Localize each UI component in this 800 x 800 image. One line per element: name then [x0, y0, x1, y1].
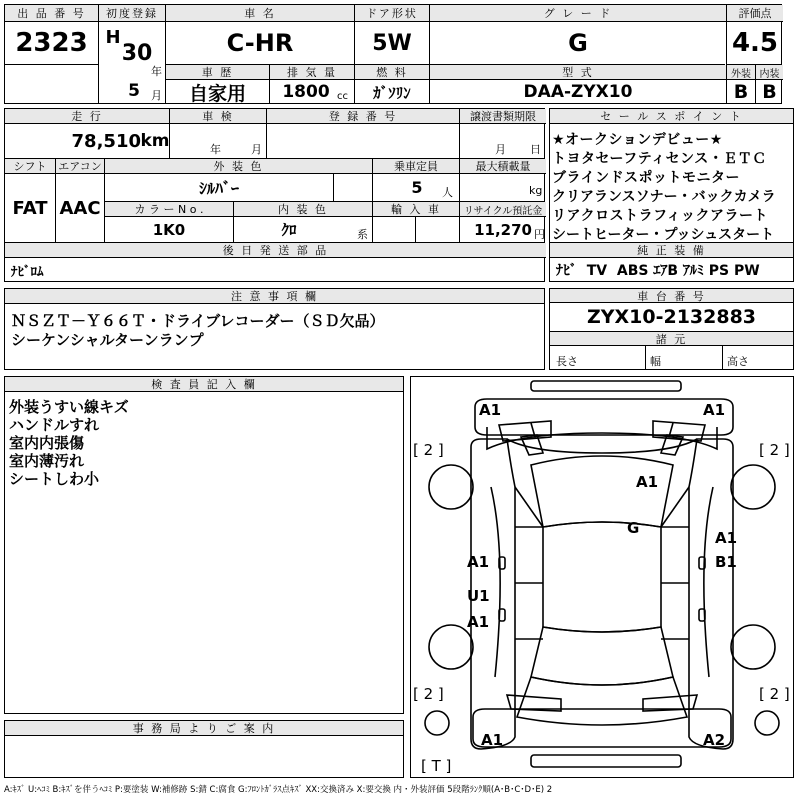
- sales-point-item: シートヒーター・プッシュスタート: [552, 227, 775, 243]
- shift-label: シフト: [5, 159, 55, 174]
- chassis-label: 車 台 番 号: [550, 289, 793, 303]
- lot-label: 出 品 番 号: [5, 5, 98, 22]
- sales-point-item: クリアランスソナー・バックカメラ: [552, 189, 776, 205]
- damage-rear-side-left: [ 2 ]: [413, 685, 444, 703]
- later-parts-label: 後 日 発 送 部 品: [5, 243, 546, 258]
- exterior-value: B: [733, 81, 749, 103]
- width-label: 幅: [650, 355, 661, 368]
- mileage-value: 78,510: [71, 130, 141, 152]
- color-value: ｼﾙﾊﾞｰ: [198, 179, 239, 198]
- office-block: [4, 720, 404, 778]
- inspector-line: 室内内張傷: [9, 434, 85, 452]
- equipment-label: 純 正 装 備: [550, 243, 793, 258]
- inspector-line: シートしわ小: [9, 470, 100, 488]
- history-label: 車 歴: [166, 65, 269, 80]
- damage-trunk: [ T ]: [421, 757, 452, 775]
- inspection-year-unit: 年: [210, 143, 221, 156]
- model-value: DAA-ZYX10: [523, 82, 633, 102]
- sales-points-block: [549, 108, 794, 282]
- capacity-label: 乗車定員: [373, 159, 459, 174]
- dims-label: 諸 元: [550, 332, 793, 346]
- details-block: [4, 108, 545, 282]
- mileage-unit: km: [140, 131, 170, 151]
- caution-label: 注 意 事 項 欄: [5, 289, 544, 304]
- sales-point-item: リアクロストラフィックアラート: [552, 208, 768, 224]
- damage-side-right: [ 2 ]: [759, 441, 790, 459]
- damage-front-left: A1: [479, 401, 502, 419]
- model-label: 型 式: [430, 65, 726, 80]
- first-reg-label: 初度登録: [99, 5, 165, 22]
- history-value: 自家用: [188, 82, 246, 105]
- grade-label: グ レ ー ド: [430, 5, 726, 22]
- int-color-unit: 系: [357, 228, 368, 241]
- damage-glass: G: [627, 519, 640, 537]
- shift-value: FAT: [12, 197, 48, 219]
- damage-rear-side-right: [ 2 ]: [759, 685, 790, 703]
- month-value: 5: [128, 81, 140, 101]
- fuel-label: 燃 料: [355, 65, 429, 80]
- month-unit: 月: [151, 89, 162, 102]
- reg-no-label: 登 録 番 号: [267, 109, 459, 124]
- damage-side-left: [ 2 ]: [413, 441, 444, 459]
- displacement-unit: cc: [337, 91, 348, 102]
- height-label: 高さ: [727, 355, 749, 368]
- office-label: 事 務 局 よ り ご 案 内: [5, 721, 403, 736]
- inspection-month-unit: 月: [251, 143, 262, 156]
- door-label: ドア形状: [355, 5, 429, 22]
- ac-label: エアコン: [56, 159, 104, 174]
- damage-rear-door-left-1: U1: [467, 587, 490, 605]
- interior-value: B: [762, 81, 777, 103]
- grade-value: G: [568, 29, 588, 57]
- damage-door-left: A1: [467, 553, 490, 571]
- transfer-label: 譲渡書類期限: [460, 109, 546, 124]
- int-color-value: ｸﾛ: [281, 221, 297, 239]
- caution-block: [4, 288, 545, 370]
- displacement-label: 排 気 量: [270, 65, 354, 80]
- caution-line: ＮＳＺＴ－Ｙ６６Ｔ・ドライブレコーダー（ＳＤ欠品）: [11, 312, 385, 330]
- length-label: 長さ: [556, 355, 578, 368]
- caution-line: シーケンシャルターンランプ: [11, 331, 204, 349]
- legend-text: A:ｷｽﾞ U:ﾍｺﾐ B:ｷｽﾞを伴うﾍｺﾐ P:要塗装 W:補修跡 S:錆 C:腐食 G:ﾌﾛﾝﾄｶﾞﾗｽ点ｷｽﾞ XX:交換済み X:要交換 内・外装評価 5段階ﾗﾝｸ順(A･B･C･D･E) 2: [4, 785, 553, 795]
- load-unit: kg: [529, 184, 543, 197]
- capacity-value: 5: [411, 178, 423, 197]
- year-unit: 年: [151, 65, 162, 78]
- score-value: 4.5: [731, 28, 779, 58]
- mileage-label: 走 行: [5, 109, 169, 124]
- int-color-label: 内 装 色: [234, 202, 372, 217]
- header-block: [4, 4, 782, 104]
- inspector-line: 室内薄汚れ: [9, 452, 85, 470]
- car-name-value: C-HR: [226, 29, 294, 57]
- sales-point-item: トヨタセーフティセンス・ＥＴＣ: [552, 151, 767, 167]
- color-no-label: カ ラ ー N o .: [105, 202, 233, 217]
- color-label: 外 装 色: [105, 159, 372, 174]
- sales-point-item: ブラインドスポットモニター: [552, 170, 740, 186]
- import-label: 輸 入 車: [373, 202, 459, 217]
- fuel-value: ｶﾞｿﾘﾝ: [373, 83, 411, 102]
- chassis-value: ZYX10-2132883: [586, 306, 757, 328]
- year-value: 30: [121, 40, 153, 66]
- sales-points-label: セ ー ル ス ポ イ ン ト: [550, 109, 793, 124]
- inspector-line: 外装うすい線キズ: [9, 398, 129, 416]
- damage-roof: A1: [636, 473, 659, 491]
- load-label: 最大積載量: [460, 159, 546, 174]
- transfer-day-unit: 日: [530, 143, 541, 156]
- equipment-value: ﾅﾋﾞ TV ABS ｴｱB ｱﾙﾐ PS PW: [556, 263, 760, 279]
- car-diagram: [410, 376, 794, 778]
- damage-rear-door-left-2: A1: [467, 613, 490, 631]
- ac-value: AAC: [59, 197, 101, 219]
- era-value: H: [105, 26, 121, 48]
- recycle-label: リサイクル預託金: [460, 202, 546, 217]
- damage-door-right-1: A1: [715, 529, 738, 547]
- exterior-label: 外装: [727, 65, 755, 80]
- damage-rear-right: A2: [703, 731, 726, 749]
- damage-front-right: A1: [703, 401, 726, 419]
- recycle-unit: 円: [534, 228, 545, 241]
- car-outline-graphic: [411, 377, 793, 777]
- lot-value: 2323: [15, 28, 88, 58]
- interior-label: 内装: [756, 65, 783, 80]
- inspection-label: 車 検: [170, 109, 266, 124]
- door-value: 5W: [372, 30, 412, 56]
- color-no-value: 1K0: [152, 220, 186, 239]
- recycle-value: 11,270: [474, 220, 532, 239]
- car-name-label: 車 名: [166, 5, 354, 22]
- inspector-label: 検 査 員 記 入 欄: [5, 377, 403, 392]
- capacity-unit: 人: [442, 186, 453, 199]
- damage-door-right-2: B1: [715, 553, 737, 571]
- inspector-line: ハンドルすれ: [9, 416, 100, 434]
- inspector-block: [4, 376, 404, 714]
- displacement-value: 1800: [282, 82, 330, 102]
- later-parts-value: ﾅﾋﾞﾛﾑ: [11, 264, 44, 280]
- transfer-month-unit: 月: [495, 143, 506, 156]
- damage-rear-left: A1: [481, 731, 504, 749]
- score-label: 評価点: [727, 5, 783, 22]
- chassis-block: [549, 288, 794, 370]
- sales-point-item: ★オークションデビュー★: [552, 132, 723, 148]
